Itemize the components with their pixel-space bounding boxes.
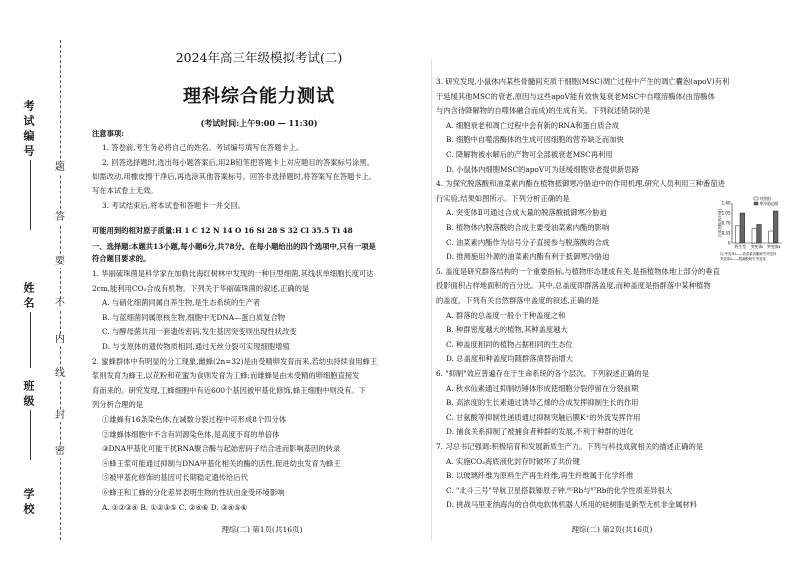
notes-heading: 注意事项: [92, 129, 124, 138]
school-label: 学校 [22, 488, 35, 518]
question-line: C. "北斗三号"导航卫星搭载铷原子钟,⁸⁵Rb与⁸⁷Rb的化学性质差异很大 [446, 485, 673, 495]
chart-note: 突变体Ⅱ——脱落酸缺失突变体 [720, 257, 766, 261]
subject-title: 理科综合能力测试 [183, 86, 335, 107]
question-line: D. 总盖度和种盖度均随群落演替而增大 [446, 354, 573, 364]
question-line: 投影面积占样地面积的百分比。其中,总盖度即群落盖度,而种盖度是指群落中某种植物 [436, 281, 711, 291]
x-tick-label: 野生型 [734, 244, 747, 249]
bar [769, 231, 774, 243]
question-line: A. 实施CO₂海底液化封存时破坏了共价键 [446, 456, 580, 466]
note-line: 如需改动,用橡皮擦干净后,再选涂其他答案标号。回答非选择题时,将答案写在答题卡上, [92, 172, 372, 181]
question-line: C. 种盖度相同的植物占据相同的生态位 [446, 339, 573, 349]
question-line: A. 突变体Ⅱ可通过合成大量的脱落酸抵御寒冷胁迫 [446, 208, 607, 218]
seal-char: 题 [52, 162, 68, 174]
note-line: 写在本试卷上无效。 [92, 186, 158, 195]
binding-margin [0, 0, 88, 562]
note-line: 1. 答卷前,考生务必将自己的姓名、考试编号填写在答题卡上。 [102, 143, 304, 152]
question-line: D. 与支原体的遗传物质相同,通过无丝分裂可实现细胞增殖 [102, 342, 290, 351]
left-column [92, 0, 426, 562]
question-line: C. 降解物被水解后的产物可全部被衰老MSC再利用 [446, 150, 613, 159]
question-line: 7. 习总书记强调:积极培育和发展新质生产力。下列与科技成就相关的描述正确的是 [436, 442, 704, 451]
legend-label: 寒冷胁迫组 [759, 200, 779, 206]
question-line: A. 与硝化细菌同属自养生物,是生态系统的生产者 [102, 298, 261, 308]
question-line: 浆则发育为蜂王,以花粉和花蜜为食则发育为工蜂;而雄蜂是由未受精的卵细胞直接发 [92, 371, 360, 381]
question-line: 行实验,结果如图所示。下列分析正确的是 [436, 193, 570, 203]
question-line: C. 与酵母菌共用一套遗传密码,发生基因突变则出现性状改变 [102, 327, 297, 337]
question-line: ⑥蜂王和工蜂的分化差异表明生物的性状由金受环境影响 [102, 488, 285, 497]
seal-char: 不 [52, 298, 68, 310]
question-line: D. 挑战马里亚纳海沟的自供电软体机器人所用的硅树脂是新型无机非金属材料 [446, 500, 698, 510]
question-line: 3. 研究发现,小鼠体内某些骨髓间充质干细胞(MSC)凋亡过程中产生的凋亡囊泡(apoV)有利 [436, 77, 730, 86]
bar [757, 224, 762, 243]
question-line: A. 细胞衰老和凋亡过程中会有新的RNA和蛋白质合成 [446, 120, 619, 130]
question-line: 列分析合理的是 [92, 400, 144, 410]
footer-page-2: 理综(二) 第2页(共16页) [571, 525, 653, 534]
question-line: B. 种群密度越大的植物,其种盖度越大 [446, 325, 568, 335]
question-line: D. 捕食关系抑制了被捕食者种群的发展,不利于种群的进化 [446, 427, 634, 437]
seal-char: 密 [52, 446, 68, 458]
seal-char: 封 [52, 410, 68, 422]
seal-dashed-line [60, 40, 61, 540]
class-label: 班级 [22, 380, 35, 410]
exam-time: (考试时间:上午9:00 — 11:30) [200, 118, 318, 128]
bar [752, 229, 757, 243]
question-line: 2. 蜜蜂群体中有明显的分工现象,雌蜂(2n=32)是由受精卵发育而来,若幼虫持续食用蜂王 [92, 356, 378, 366]
section-heading-cont: 符合题目要求的。 [92, 254, 151, 263]
question-line: ④蜂王浆可能通过抑制与DNA甲基化相关的酶的活性,促进幼虫发育为蜂王 [102, 458, 341, 468]
question-line: ③DNA甲基化可能干扰RNA聚合酶与起始密码子结合进而影响基因的转录 [102, 444, 341, 454]
question-line: D. 小鼠体内细胞MSC的apoV可为延缓细胞衰老提供新思路 [446, 164, 639, 174]
q4-bar-chart [718, 193, 784, 265]
question-line: B. 与蓝细菌同属原核生物,细胞中无DNA—蛋白质复合物 [102, 312, 286, 322]
question-line: 的盖度。下列有关自然群落中盖度的叙述,正确的是 [436, 296, 599, 305]
question-line: ⑤被甲基化修饰的基因可长期稳定遗传给后代 [102, 473, 248, 483]
bar [773, 211, 778, 243]
question-line: B. 植物体内脱落酸的合成主要受油菜素内酯的影响 [446, 223, 610, 232]
question-line: 于延缓其他MSC的衰老,原因与这些apoV能有效恢复衰老MSC中自噬溶酶体(由溶酶体 [436, 91, 715, 101]
question-line: C. 油菜素内酯作为信号分子直接参与脱落酸的合成 [446, 237, 610, 247]
note-line: 2. 回答选择题时,选出每小题答案后,用2B铅笔把答题卡上对应题目的答案标号涂黑。 [102, 158, 375, 167]
question-line: 6. "抑制"效应普遍存在于生命系统的各个层次。下列叙述正确的是 [436, 369, 650, 378]
legend-swatch [754, 197, 758, 200]
name-line[interactable] [30, 312, 31, 368]
name-label: 姓名 [22, 282, 35, 312]
exam-title: 2024年高三年级模拟考试(二) [175, 50, 343, 65]
right-column [436, 0, 786, 562]
question-line: ①雄蜂有16条染色体,在减数分裂过程中可形成8个四分体 [102, 415, 287, 424]
exam-number-label: 考试编号 [22, 100, 35, 160]
y-tick-label: 0 [727, 240, 731, 246]
bar [740, 213, 745, 243]
note-line: 3. 考试结束后,将本试卷和答题卡一并交回。 [102, 201, 245, 210]
question-line: B. 细胞中自噬溶酶体的生成可因细胞的营养缺乏而加快 [446, 135, 624, 145]
question-line: 5. 盖度是研究群落结构的一个重要指标,与植物形态建成有关,是指植物体地上部分的垂直 [436, 266, 720, 276]
exam-number-line[interactable] [30, 160, 31, 230]
x-tick-label: 突变体Ⅰ [750, 244, 764, 249]
question-line: D. 推测施用外源的油菜素内酯有利于抵御寒冷胁迫 [446, 252, 610, 262]
legend-swatch [754, 202, 758, 205]
question-line: B. 以玻璃纤维为原料生产再生纤维,再生纤维属于化学纤维 [446, 471, 634, 481]
question-line: A. 群落的总盖度一般小于种盖度之和 [446, 310, 566, 320]
class-line[interactable] [30, 410, 31, 460]
y-tick-label: 1.05 [721, 210, 731, 216]
column-divider [431, 60, 432, 540]
legend-label: 对照组 [759, 195, 771, 201]
seal-char: 答 [52, 212, 68, 224]
question-line: 2cm,能利用CO₂合成有机物。下列关于华丽硫珠菌的叙述,正确的是 [92, 283, 310, 293]
seal-char: 内 [52, 334, 68, 346]
question-line: 1. 华丽硫珠菌是科学家在加勒比海红树林中发现的一种巨型细菌,其线状单细胞长度可达 [92, 269, 374, 278]
question-line: A. 秋水仙素通过抑制纺锤体形成使细胞分裂停留在分裂前期 [446, 383, 639, 393]
question-line: 4. 为探究脱落酸和油菜素内酯在植物抵御寒冷胁迫中的作用机理,研究人员利用三种番茄进 [436, 179, 725, 189]
y-tick-label: 1.40 [721, 200, 731, 206]
section-heading: 一、选择题:本题共13小题,每小题6分,共78分。在每小题给出的四个选项中,只有一项是 [92, 242, 376, 251]
x-tick-label: 突变体Ⅱ [767, 244, 781, 249]
seal-char: 线 [52, 368, 68, 380]
chart-note: 注:突变体Ⅰ——油菜素内酯缺失突变体 [720, 252, 777, 256]
seal-char: 要 [52, 256, 68, 268]
question-line: 与内含待降解物的自噬体融合而成)的生成有关。下列叙述错误的是 [436, 106, 651, 116]
atomic-masses: 可能用到的相对原子质量:H 1 C 12 N 14 O 16 Si 28 S 32 Cl 35.5 Ti 48 [92, 226, 353, 235]
question-line: B. 高浓度的生长素通过诱导乙烯的合成发挥抑制生长的作用 [446, 398, 639, 408]
footer-page-1: 理综(二) 第1页(共16页) [221, 525, 303, 534]
y-axis-label: 抗寒指数(相对值) [718, 209, 722, 237]
y-tick-label: 0.35 [721, 230, 731, 236]
question-line: 育而来的。研究发现,工蜂细胞中有近600个基因被甲基化修饰,蜂王细胞中则没有。下 [92, 385, 366, 395]
bar [735, 226, 740, 243]
question-line: C. 甘氨酸等抑制性递质通过抑制突触后膜K⁺的外流发挥作用 [446, 412, 641, 422]
question-line: A. ①②③④ B. ①②③⑤ C. ②④⑥ D. ③④⑤⑥ [102, 502, 248, 512]
y-tick-label: 0.70 [721, 220, 731, 226]
question-line: ②雄蜂体细胞中不含有同源染色体,是高度不育的单倍体 [102, 429, 280, 439]
